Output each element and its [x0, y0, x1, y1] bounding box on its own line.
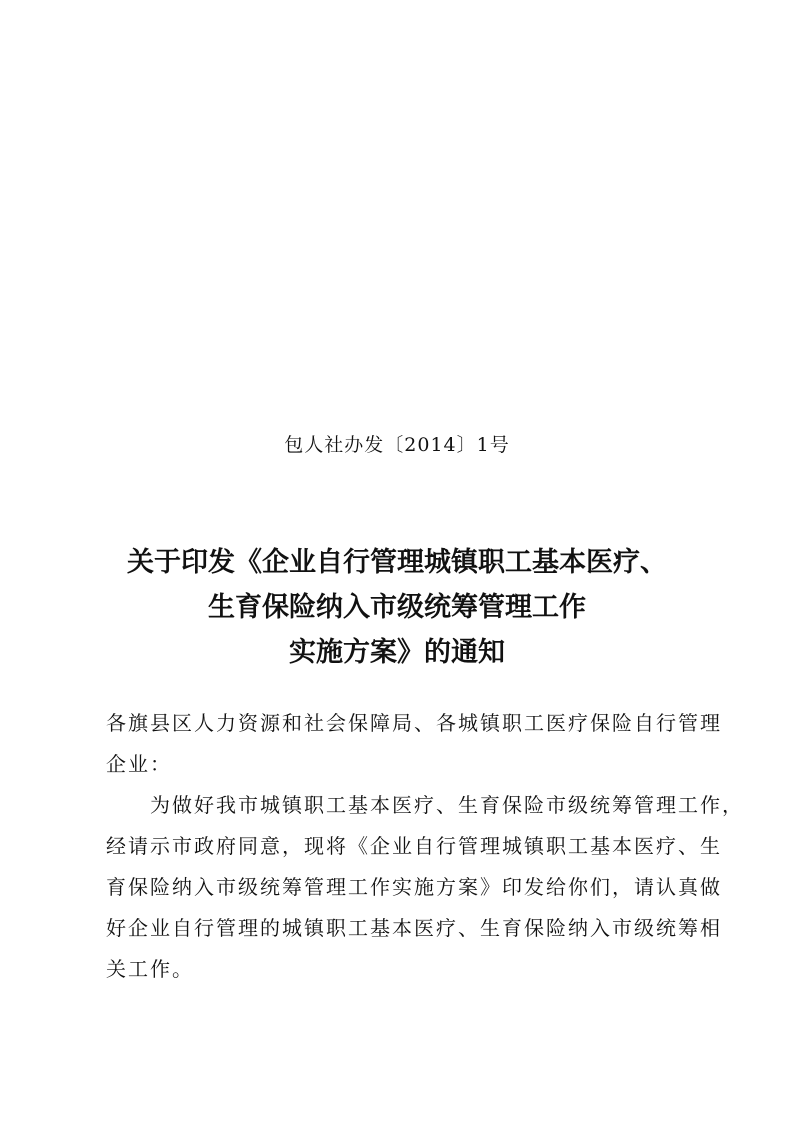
- paragraph-line: 关工作。: [106, 957, 194, 981]
- paragraph-line: 育保险纳入市级统筹管理工作实施方案》印发给你们，请认真做: [106, 875, 722, 899]
- paragraph-line: 好企业自行管理的城镇职工基本医疗、生育保险纳入市级统筹相: [106, 916, 722, 940]
- title-line: 实施方案》的通知: [289, 637, 505, 668]
- paragraph-line: 经请示市政府同意，现将《企业自行管理城镇职工基本医疗、生: [106, 834, 722, 858]
- addressee-line: 各旗县区人力资源和社会保障局、各城镇职工医疗保险自行管理: [106, 711, 722, 735]
- paragraph-line: 为做好我市城镇职工基本医疗、生育保险市级统筹管理工作，: [150, 793, 744, 817]
- title-line: 生育保险纳入市级统筹管理工作: [208, 592, 586, 623]
- title-line: 关于印发《企业自行管理城镇职工基本医疗、: [127, 547, 667, 578]
- body-paragraph: [106, 785, 744, 990]
- addressee: [106, 703, 722, 785]
- document-body: [106, 703, 744, 990]
- document-title: [60, 540, 734, 675]
- document-number: 包人社办发〔2014〕1号: [284, 434, 510, 456]
- addressee-line: 企业：: [106, 752, 172, 776]
